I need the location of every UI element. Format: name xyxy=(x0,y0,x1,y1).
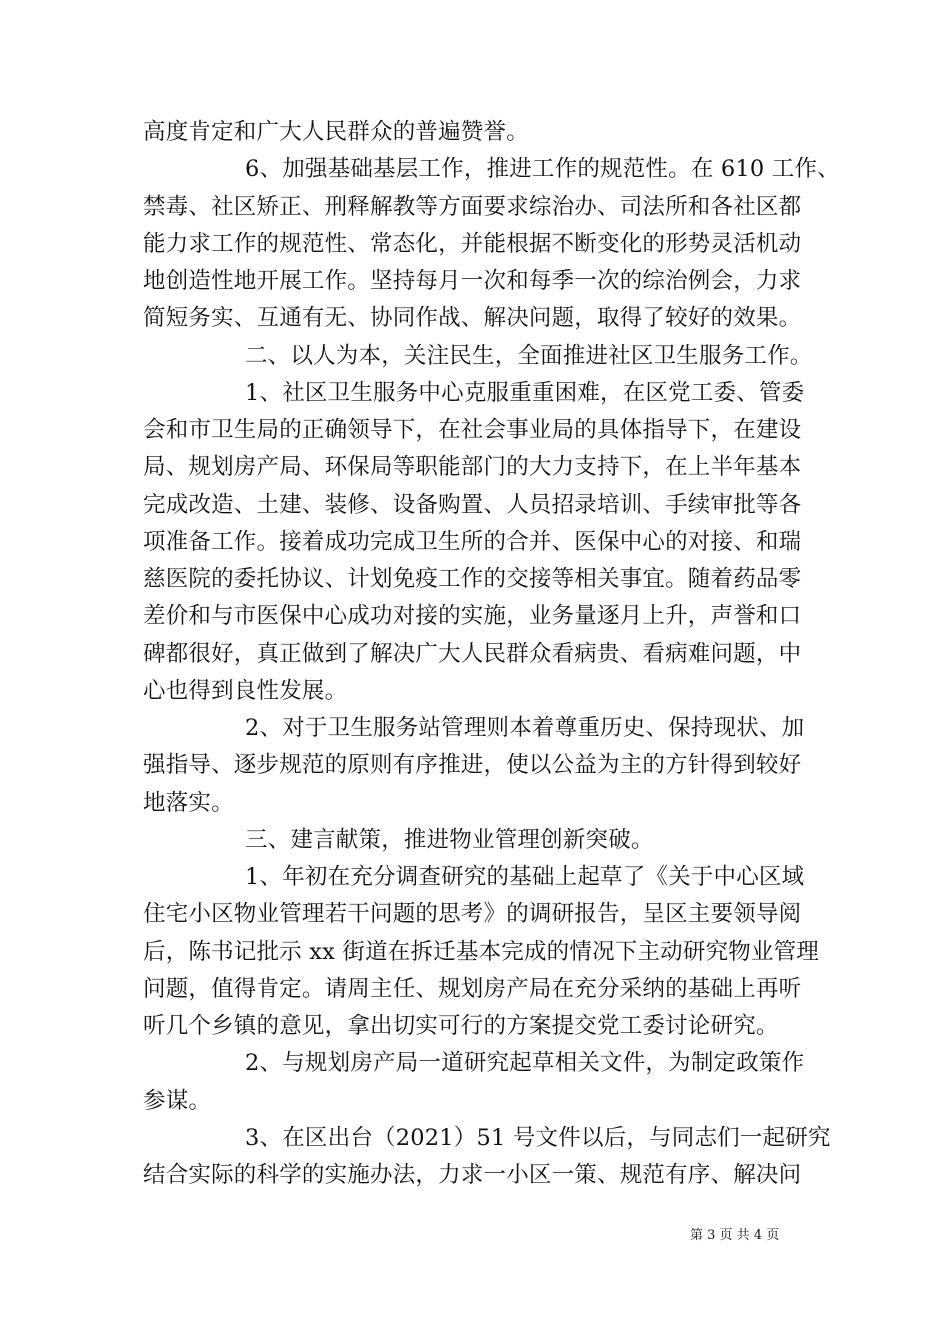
text-line: 局、规划房产局、环保局等职能部门的大力支持下，在上半年基本 xyxy=(143,454,802,481)
text-line: 2、与规划房产局一道研究起草相关文件，为制定政策作 xyxy=(245,1050,805,1077)
text-line: 慈医院的委托协议、计划免疫工作的交接等相关事宜。随着药品零 xyxy=(143,566,802,592)
text-line: 心也得到良性发展。 xyxy=(143,677,348,704)
text-line: 禁毒、社区矫正、刑释解教等方面要求综治办、司法所和各社区都 xyxy=(143,193,802,220)
page-number: 第 3 页 共 4 页 xyxy=(690,1228,780,1243)
text-line: 2、对于卫生服务站管理则本着尊重历史、保持现状、加 xyxy=(245,715,805,741)
text-line: 碑都很好，真正做到了解决广大人民群众看病贵、看病难问题，中 xyxy=(143,640,802,667)
text-line: 地创造性地开展工作。坚持每月一次和每季一次的综治例会，力求 xyxy=(143,268,802,294)
text-line: 项准备工作。接着成功完成卫生所的合并、医保中心的对接、和瑞 xyxy=(143,528,802,555)
section-heading: 二、以人为本，关注民生，全面推进社区卫生服务工作。 xyxy=(245,342,813,369)
text-line: 结合实际的科学的实施办法，力求一小区一策、规范有序、解决问 xyxy=(143,1162,802,1188)
text-line: 完成改造、土建、装修、设备购置、人员招录培训、手续审批等各 xyxy=(143,491,802,518)
text-line: 问题，值得肯定。请周主任、规划房产局在充分采纳的基础上再听 xyxy=(143,975,802,1002)
text-line: 简短务实、互通有无、协同作战、解决问题，取得了较好的效果。 xyxy=(143,305,802,332)
text-line: 3、在区出台（2021）51 号文件以后，与同志们一起研究 xyxy=(245,1124,831,1151)
section-heading: 三、建言献策，推进物业管理创新突破。 xyxy=(245,826,654,853)
text-line: 地落实。 xyxy=(143,789,234,816)
text-line: 差价和与市医保中心成功对接的实施，业务量逐月上升，声誉和口 xyxy=(143,603,802,630)
text-line: 1、社区卫生服务中心克服重重困难，在区党工委、管委 xyxy=(245,379,805,406)
text-line: 强指导、逐步规范的原则有序推进，使以公益为主的方针得到较好 xyxy=(143,752,802,779)
text-line: 能力求工作的规范性、常态化，并能根据不断变化的形势灵活机动 xyxy=(143,230,802,257)
text-line: 1、年初在充分调查研究的基础上起草了《关于中心区域 xyxy=(245,864,805,890)
text-line: 后，陈书记批示 xx 街道在拆迁基本完成的情况下主动研究物业管理 xyxy=(143,938,820,965)
text-line: 6、加强基础基层工作，推进工作的规范性。在 610 工作、 xyxy=(245,156,840,183)
text-line: 高度肯定和广大人民群众的普遍赞誉。 xyxy=(143,119,529,145)
text-line: 参谋。 xyxy=(143,1087,212,1114)
text-line: 住宅小区物业管理若干问题的思考》的调研报告，呈区主要领导阅 xyxy=(143,901,802,928)
text-line: 会和市卫生局的正确领导下，在社会事业局的具体指导下，在建设 xyxy=(143,417,802,443)
text-line: 听几个乡镇的意见，拿出切实可行的方案提交党工委讨论研究。 xyxy=(143,1013,779,1039)
